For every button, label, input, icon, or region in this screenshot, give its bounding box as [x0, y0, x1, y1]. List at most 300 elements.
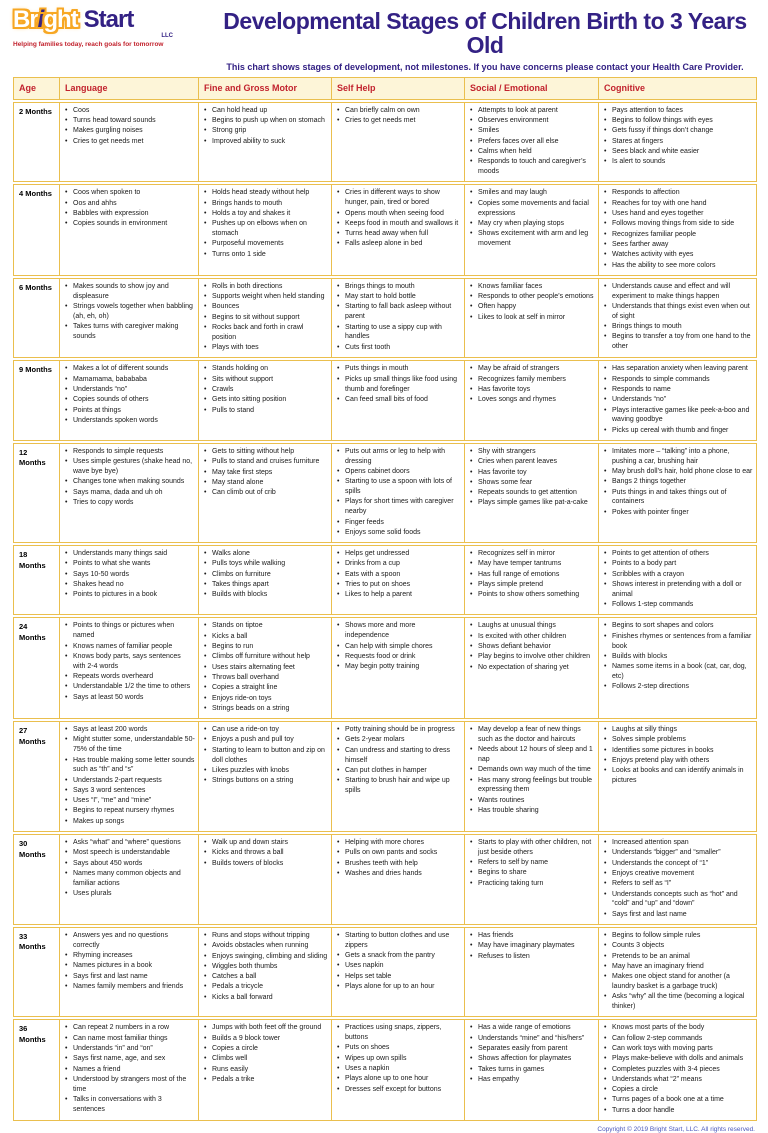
- bullet-item: • Cuts first tooth: [335, 343, 461, 353]
- bullet-item: • Coos when spoken to: [63, 188, 195, 198]
- cell-fine-gross-motor: [198, 279, 331, 358]
- bullet-item: • Copies a straight line: [202, 683, 328, 693]
- logo-tagline: Helping families today, reach goals for tomorrow: [13, 41, 164, 48]
- bullet-item: • Pushes up on elbows when on stomach: [202, 219, 328, 239]
- cell-fine-gross-motor: [198, 546, 331, 614]
- bullet-item: • Coos: [63, 106, 195, 116]
- cell-cognitive: [598, 361, 756, 440]
- bullet-item: • No expectation of sharing yet: [468, 663, 595, 673]
- bullet-item: • Names family members and friends: [63, 982, 195, 992]
- cell-self-help: [331, 279, 464, 358]
- bullet-item: • Follows moving things from side to side: [602, 219, 753, 229]
- age-cell: 27 Months: [19, 726, 46, 746]
- bullet-item: • Talks in conversations with 3 sentences: [63, 1095, 195, 1115]
- bullet-item: • May be afraid of strangers: [468, 364, 595, 374]
- bullet-item: • Enjoys pretend play with others: [602, 756, 753, 766]
- bullet-item: • Builds with blocks: [602, 652, 753, 662]
- bullet-item: • Says 3 word sentences: [63, 786, 195, 796]
- bullet-item: • Enjoys creative movement: [602, 869, 753, 879]
- bullet-item: • Says 10-50 words: [63, 570, 195, 580]
- bullet-item: • Wants routines: [468, 796, 595, 806]
- bullet-item: • Points to what she wants: [63, 559, 195, 569]
- bullet-item: • Names pictures in a book: [63, 961, 195, 971]
- bullet-item: • Pulls to stand: [202, 406, 328, 416]
- bullet-item: • Plays alone up to one hour: [335, 1074, 461, 1084]
- cell-fine-gross-motor: [198, 103, 331, 182]
- bullet-item: • Picks up small things like food using thumb and forefinger: [335, 375, 461, 395]
- bullet-item: • Has friends: [468, 931, 595, 941]
- page-subtitle: This chart shows stages of development, not milestones. If you have concerns please contact your Health Care Provider.: [226, 62, 744, 73]
- bullet-item: • Helps get undressed: [335, 549, 461, 559]
- bullet-item: • Pulls toys while walking: [202, 559, 328, 569]
- bullet-item: • Changes tone when making sounds: [63, 477, 195, 487]
- bullet-item: • Shows defiant behavior: [468, 642, 595, 652]
- cell-fine-gross-motor: [198, 618, 331, 718]
- bullet-item: • Understands the concept of “1”: [602, 859, 753, 869]
- bullet-item: • Plays interactive games like peek-a-boo and waving goodbye: [602, 406, 753, 426]
- bullet-item: • Opens mouth when seeing food: [335, 209, 461, 219]
- bullet-item: • May have imaginary playmates: [468, 941, 595, 951]
- age-cell: 33 Months: [19, 931, 46, 952]
- bullet-item: • Turns head toward sounds: [63, 116, 195, 126]
- cell-language: [59, 928, 198, 1016]
- bullet-item: • Answers yes and no questions correctly: [63, 931, 195, 951]
- bullet-item: • Stands holding on: [202, 364, 328, 374]
- bullet-item: • Points to show others something: [468, 590, 595, 600]
- bullet-item: • Laughs at silly things: [602, 725, 753, 735]
- bullet-item: • Can name most familiar things: [63, 1034, 195, 1044]
- bullet-item: • Understands cause and effect and will experiment to make things happen: [602, 282, 753, 302]
- bullet-item: • Laughs at unusual things: [468, 621, 595, 631]
- bullet-item: • Turns head away when full: [335, 229, 461, 239]
- bullet-item: • Supports weight when held standing: [202, 292, 328, 302]
- bullet-item: • Has many strong feelings but trouble expressing them: [468, 776, 595, 796]
- age-cell: 18 Months: [19, 550, 46, 570]
- age-cell: 9 Months: [19, 365, 52, 375]
- bullet-item: • Begins to follow things with eyes: [602, 116, 753, 126]
- bullet-item: • Puts on shoes: [335, 1043, 461, 1053]
- bullet-item: • Plays with toes: [202, 343, 328, 353]
- bullet-item: • Understands spoken words: [63, 416, 195, 426]
- bullet-item: • Identifies some pictures in books: [602, 746, 753, 756]
- bullet-item: • Might stutter some, understandable 50-75% of the time: [63, 735, 195, 755]
- bullet-item: • Points to things or pictures when named: [63, 621, 195, 641]
- bullet-item: • Pulls on own pants and socks: [335, 848, 461, 858]
- cell-social-emotional: [464, 361, 598, 440]
- cell-cognitive: [598, 444, 756, 542]
- bullet-item: • Repeats sounds to get attention: [468, 488, 595, 498]
- cell-language: [59, 361, 198, 440]
- bullet-item: • Pokes with pointer finger: [602, 508, 753, 518]
- bullet-item: • Copies sounds of others: [63, 395, 195, 405]
- bullet-item: • Has empathy: [468, 1075, 595, 1085]
- bullet-item: • Picks up cereal with thumb and finger: [602, 426, 753, 436]
- bullet-item: • Copies a circle: [602, 1085, 753, 1095]
- cell-self-help: [331, 722, 464, 831]
- bullet-item: • Begins to sort shapes and colors: [602, 621, 753, 631]
- bullet-item: • Strings beads on a string: [202, 704, 328, 714]
- bullet-item: • Brushes teeth with help: [335, 859, 461, 869]
- bullet-item: • Often happy: [468, 302, 595, 312]
- column-header-self-help: Self Help: [331, 78, 464, 99]
- logo-i-letter: i: [37, 6, 44, 33]
- cell-self-help: [331, 361, 464, 440]
- bullet-item: • Mamamama, babababa: [63, 375, 195, 385]
- bullet-item: • Can put clothes in hamper: [335, 766, 461, 776]
- cell-language: [59, 279, 198, 358]
- bullet-item: • May have an imaginary friend: [602, 962, 753, 972]
- bullet-item: • Can undress and starting to dress himself: [335, 746, 461, 766]
- cell-language: [59, 103, 198, 182]
- bullet-item: • Likes to look at self in mirror: [468, 313, 595, 323]
- bullet-item: • Can repeat 2 numbers in a row: [63, 1023, 195, 1033]
- cell-cognitive: [598, 835, 756, 924]
- bullet-item: • Plays alone for up to an hour: [335, 982, 461, 992]
- bullet-item: • Solves simple problems: [602, 735, 753, 745]
- table-row: [13, 102, 757, 183]
- bullet-item: • Kicks and throws a ball: [202, 848, 328, 858]
- bullet-item: • Strings buttons on a string: [202, 776, 328, 786]
- cell-cognitive: [598, 103, 756, 182]
- cell-fine-gross-motor: [198, 835, 331, 924]
- table-row: [13, 1019, 757, 1121]
- bullet-item: • Gets fussy if things don’t change: [602, 126, 753, 136]
- bullet-item: • Names a friend: [63, 1065, 195, 1075]
- cell-self-help: [331, 185, 464, 274]
- cell-social-emotional: [464, 928, 598, 1016]
- table-row: [13, 617, 757, 719]
- bullet-item: • May brush doll’s hair, hold phone close to ear: [602, 467, 753, 477]
- bullet-item: • Strings vowels together when babbling (ah, eh, oh): [63, 302, 195, 322]
- bullet-item: • Kicks a ball forward: [202, 993, 328, 1003]
- cell-fine-gross-motor: [198, 185, 331, 274]
- bullet-item: • Builds a 9 block tower: [202, 1034, 328, 1044]
- bullet-item: • Holds head steady without help: [202, 188, 328, 198]
- copyright-notice: Copyright © 2019 Bright Start, LLC. All rights reserved.: [597, 1126, 755, 1133]
- bullet-item: • Avoids obstacles when running: [202, 941, 328, 951]
- bullet-item: • Helping with more chores: [335, 838, 461, 848]
- bullet-item: • Brings things to mouth: [602, 322, 753, 332]
- bullet-item: • Starting to brush hair and wipe up spills: [335, 776, 461, 796]
- bullet-item: • May take first steps: [202, 468, 328, 478]
- cell-language: [59, 444, 198, 542]
- bullet-item: • Pulls to stand and cruises furniture: [202, 457, 328, 467]
- cell-fine-gross-motor: [198, 928, 331, 1016]
- bullet-item: • May develop a fear of new things such as the doctor and haircuts: [468, 725, 595, 745]
- bullet-item: • Says first name, age, and sex: [63, 1054, 195, 1064]
- bullet-item: • Attempts to look at parent: [468, 106, 595, 116]
- column-header-age: Age: [19, 83, 37, 94]
- cell-self-help: [331, 444, 464, 542]
- bullet-item: • May cry when playing stops: [468, 219, 595, 229]
- cell-fine-gross-motor: [198, 722, 331, 831]
- bullet-item: • Plays simple pretend: [468, 580, 595, 590]
- bullet-item: • Responds to name: [602, 385, 753, 395]
- bullet-item: • Uses plurals: [63, 889, 195, 899]
- bullet-item: • Shows affection for playmates: [468, 1054, 595, 1064]
- bullet-item: • Loves songs and rhymes: [468, 395, 595, 405]
- cell-fine-gross-motor: [198, 1020, 331, 1120]
- bullet-item: • Has full range of emotions: [468, 570, 595, 580]
- cell-language: [59, 185, 198, 274]
- bullet-item: • Gets to sitting without help: [202, 447, 328, 457]
- bullet-item: • Uses simple gestures (shake head no, wave bye bye): [63, 457, 195, 477]
- bullet-item: • Begins to repeat nursery rhymes: [63, 806, 195, 816]
- bullet-item: • Follows 1-step commands: [602, 600, 753, 610]
- bullet-item: • Understands that things exist even when out of sight: [602, 302, 753, 322]
- bullet-item: • Pedals a trike: [202, 1075, 328, 1085]
- bullet-item: • Points at things: [63, 406, 195, 416]
- cell-cognitive: [598, 928, 756, 1016]
- bullet-item: • Rocks back and forth in crawl position: [202, 323, 328, 343]
- bullet-item: • Sees farther away: [602, 240, 753, 250]
- bullet-item: • Opens cabinet doors: [335, 467, 461, 477]
- bullet-item: • Makes gurgling noises: [63, 126, 195, 136]
- bullet-item: • Begins to share: [468, 868, 595, 878]
- bullet-item: • Shakes head no: [63, 580, 195, 590]
- bullet-item: • Needs about 12 hours of sleep and 1 nap: [468, 745, 595, 765]
- bullet-item: • Eats with a spoon: [335, 570, 461, 580]
- bullet-item: • Says at least 50 words: [63, 693, 195, 703]
- bullet-item: • Has favorite toy: [468, 468, 595, 478]
- bullet-item: • Makes up songs: [63, 817, 195, 827]
- bullet-item: • Starting to learn to button and zip on doll clothes: [202, 746, 328, 766]
- cell-cognitive: [598, 546, 756, 614]
- bullet-item: • Refers to self as “I”: [602, 879, 753, 889]
- bullet-item: • Gets 2-year molars: [335, 735, 461, 745]
- bullet-item: • Says at least 200 words: [63, 725, 195, 735]
- bullet-item: • Makes sounds to show joy and displeasure: [63, 282, 195, 302]
- bullet-item: • Recognizes self in mirror: [468, 549, 595, 559]
- bullet-item: • Plays simple games like pat-a-cake: [468, 498, 595, 508]
- bullet-item: • Counts 3 objects: [602, 941, 753, 951]
- bullet-item: • Plays make-believe with dolls and animals: [602, 1054, 753, 1064]
- table-row: [13, 834, 757, 925]
- bullet-item: • Understands “no”: [63, 385, 195, 395]
- bullet-item: • Cries to get needs met: [63, 137, 195, 147]
- bullet-item: • Climbs well: [202, 1054, 328, 1064]
- bullet-item: • Says about 450 words: [63, 859, 195, 869]
- bullet-item: • Shows excitement with arm and leg movement: [468, 229, 595, 249]
- bullet-item: • Knows body parts, says sentences with 2-4 words: [63, 652, 195, 672]
- bullet-item: • Points to get attention of others: [602, 549, 753, 559]
- bullet-item: • Strong grip: [202, 126, 328, 136]
- bullet-item: • Uses a napkin: [335, 1064, 461, 1074]
- bullet-item: • Begins to run: [202, 642, 328, 652]
- bullet-item: • Starting to use a sippy cup with handles: [335, 323, 461, 343]
- bullet-item: • Responds to other people’s emotions: [468, 292, 595, 302]
- bullet-item: • Recognizes familiar people: [602, 230, 753, 240]
- bullet-item: • Is excited with other children: [468, 632, 595, 642]
- age-cell: 24 Months: [19, 622, 46, 642]
- bullet-item: • May start to hold bottle: [335, 292, 461, 302]
- bullet-item: • Kicks a ball: [202, 632, 328, 642]
- logo-llc-text: LLC: [161, 33, 173, 39]
- bullet-item: • Tries to copy words: [63, 498, 195, 508]
- bullet-item: • Finger feeds: [335, 518, 461, 528]
- bullet-item: • Can follow 2-step commands: [602, 1034, 753, 1044]
- column-header-language: Language: [59, 78, 198, 99]
- bullet-item: • Climbs off furniture without help: [202, 652, 328, 662]
- table-row: [13, 545, 757, 615]
- bullet-item: • Understands many things said: [63, 549, 195, 559]
- bullet-item: • Wiggles both thumbs: [202, 962, 328, 972]
- bullet-item: • Can use a ride-on toy: [202, 725, 328, 735]
- bullet-item: • Points to a body part: [602, 559, 753, 569]
- bullet-item: • Oos and ahhs: [63, 199, 195, 209]
- bullet-item: • Jumps with both feet off the ground: [202, 1023, 328, 1033]
- bullet-item: • Looks at books and can identify animals in pictures: [602, 766, 753, 786]
- bullet-item: • Asks “what” and “where” questions: [63, 838, 195, 848]
- bullet-item: • Has a wide range of emotions: [468, 1023, 595, 1033]
- bullet-item: • Repeats words overheard: [63, 672, 195, 682]
- cell-self-help: [331, 103, 464, 182]
- bullet-item: • May have temper tantrums: [468, 559, 595, 569]
- bullet-item: • Practices using snaps, zippers, buttons: [335, 1023, 461, 1043]
- bullet-item: • Throws ball overhand: [202, 673, 328, 683]
- table-row: [13, 360, 757, 441]
- bullet-item: • Shows some fear: [468, 478, 595, 488]
- table-row: [13, 927, 757, 1017]
- bullet-item: • Can briefly calm on own: [335, 106, 461, 116]
- cell-language: [59, 835, 198, 924]
- developmental-stages-table: [13, 77, 757, 1121]
- bullet-item: • Enjoys ride-on toys: [202, 694, 328, 704]
- bullet-item: • Has separation anxiety when leaving parent: [602, 364, 753, 374]
- bullet-item: • Walks alone: [202, 549, 328, 559]
- column-header-cognitive: Cognitive: [598, 78, 756, 99]
- bullet-item: • Understands what “2” means: [602, 1075, 753, 1085]
- bullet-item: • Climbs on furniture: [202, 570, 328, 580]
- bullet-item: • Most speech is understandable: [63, 848, 195, 858]
- bullet-item: • Walk up and down stairs: [202, 838, 328, 848]
- bullet-item: • Calms when held: [468, 147, 595, 157]
- bullet-item: • Potty training should be in progress: [335, 725, 461, 735]
- cell-social-emotional: [464, 835, 598, 924]
- cell-self-help: [331, 835, 464, 924]
- cell-social-emotional: [464, 618, 598, 718]
- bullet-item: • Observes environment: [468, 116, 595, 126]
- bullet-item: • Follows 2-step directions: [602, 682, 753, 692]
- bullet-item: • Play begins to involve other children: [468, 652, 595, 662]
- bullet-item: • Begins to follow simple rules: [602, 931, 753, 941]
- bullet-item: • Can feed small bits of food: [335, 395, 461, 405]
- bullet-item: • Crawls: [202, 385, 328, 395]
- bullet-item: • Says first and last name: [63, 972, 195, 982]
- bullet-item: • Demands own way much of the time: [468, 765, 595, 775]
- page-header: [13, 4, 757, 72]
- bullet-item: • Names some items in a book (cat, car, dog, etc): [602, 662, 753, 682]
- bullet-item: • Names many common objects and familiar actions: [63, 869, 195, 889]
- bullet-item: • Turns pages of a book one at a time: [602, 1095, 753, 1105]
- bullet-item: • Brings things to mouth: [335, 282, 461, 292]
- bullet-item: • Turns a door handle: [602, 1106, 753, 1116]
- bullet-item: • Can help with simple chores: [335, 642, 461, 652]
- bullet-item: • Runs and stops without tripping: [202, 931, 328, 941]
- bullet-item: • Knows familiar faces: [468, 282, 595, 292]
- cell-cognitive: [598, 618, 756, 718]
- bullet-item: • Cries when parent leaves: [468, 457, 595, 467]
- bullet-item: • Prefers faces over all else: [468, 137, 595, 147]
- bullet-item: • Refers to self by name: [468, 858, 595, 868]
- bullet-item: • Drinks from a cup: [335, 559, 461, 569]
- cell-language: [59, 546, 198, 614]
- bullet-item: • Keeps food in mouth and swallows it: [335, 219, 461, 229]
- cell-fine-gross-motor: [198, 361, 331, 440]
- bullet-item: • Shows more and more independence: [335, 621, 461, 641]
- bullet-item: • Enjoys swinging, climbing and sliding: [202, 952, 328, 962]
- bullet-item: • Says mama, dada and uh oh: [63, 488, 195, 498]
- bullet-item: • Understands “mine” and “his/hers”: [468, 1034, 595, 1044]
- bullet-item: • Responds to simple requests: [63, 447, 195, 457]
- bullet-item: • Smiles: [468, 126, 595, 136]
- bullet-item: • Wipes up own spills: [335, 1054, 461, 1064]
- bullet-item: • Watches activity with eyes: [602, 250, 753, 260]
- bullet-item: • Can work toys with moving parts: [602, 1044, 753, 1054]
- bullet-item: • Responds to simple commands: [602, 375, 753, 385]
- bullet-item: • Uses napkin: [335, 961, 461, 971]
- bullet-item: • Stares at fingers: [602, 137, 753, 147]
- bullet-item: • Requests food or drink: [335, 652, 461, 662]
- cell-self-help: [331, 618, 464, 718]
- bullet-item: • Cries to get needs met: [335, 116, 461, 126]
- bullet-item: • Copies sounds in environment: [63, 219, 195, 229]
- bullet-item: • Falls asleep alone in bed: [335, 239, 461, 249]
- bullet-item: • Copies a circle: [202, 1044, 328, 1054]
- bullet-item: • Refuses to listen: [468, 952, 595, 962]
- bullet-item: • Begins to transfer a toy from one hand to the other: [602, 332, 753, 352]
- bullet-item: • Dresses self except for buttons: [335, 1085, 461, 1095]
- bullet-item: • Purposeful movements: [202, 239, 328, 249]
- bullet-item: • Says first and last name: [602, 910, 753, 920]
- bullet-item: • Reaches for toy with one hand: [602, 199, 753, 209]
- bullet-item: • Copies some movements and facial expressions: [468, 199, 595, 219]
- bullet-item: • Washes and dries hands: [335, 869, 461, 879]
- table-row: [13, 184, 757, 275]
- bullet-item: • Starting to button clothes and use zippers: [335, 931, 461, 951]
- bullet-item: • Uses “I”, “me” and “mine”: [63, 796, 195, 806]
- bullet-item: • Babbles with expression: [63, 209, 195, 219]
- bullet-item: • Pretends to be an animal: [602, 952, 753, 962]
- bullet-item: • Understands “bigger” and “smaller”: [602, 848, 753, 858]
- bullet-item: • Has trouble making some letter sounds such as “th” and “s”: [63, 756, 195, 776]
- bullet-item: • Turns onto 1 side: [202, 250, 328, 260]
- cell-language: [59, 1020, 198, 1120]
- cell-social-emotional: [464, 546, 598, 614]
- bullet-item: • Bangs 2 things together: [602, 477, 753, 487]
- cell-social-emotional: [464, 279, 598, 358]
- bullet-item: • Completes puzzles with 3-4 pieces: [602, 1065, 753, 1075]
- bullet-item: • Responds to touch and caregiver’s moods: [468, 157, 595, 177]
- bullet-item: • Increased attention span: [602, 838, 753, 848]
- bullet-item: • Has trouble sharing: [468, 806, 595, 816]
- bullet-item: • Likes to help a parent: [335, 590, 461, 600]
- bullet-item: • Rolls in both directions: [202, 282, 328, 292]
- bullet-item: • Enjoys a push and pull toy: [202, 735, 328, 745]
- bullet-item: • Sits without support: [202, 375, 328, 385]
- bullet-item: • Smiles and may laugh: [468, 188, 595, 198]
- bullet-item: • Finishes rhymes or sentences from a familiar book: [602, 632, 753, 652]
- table-row: [13, 278, 757, 359]
- column-header-social-emotional: Social / Emotional: [464, 78, 598, 99]
- cell-self-help: [331, 1020, 464, 1120]
- bullet-item: • Helps set table: [335, 972, 461, 982]
- cell-cognitive: [598, 722, 756, 831]
- bright-start-logo: [13, 4, 213, 48]
- bullet-item: • Imitates more – “talking” into a phone, pushing a car, brushing hair: [602, 447, 753, 467]
- bullet-item: • Starts to play with other children, not just beside others: [468, 838, 595, 858]
- page-title: Developmental Stages of Children Birth to 3 Years Old: [223, 8, 747, 59]
